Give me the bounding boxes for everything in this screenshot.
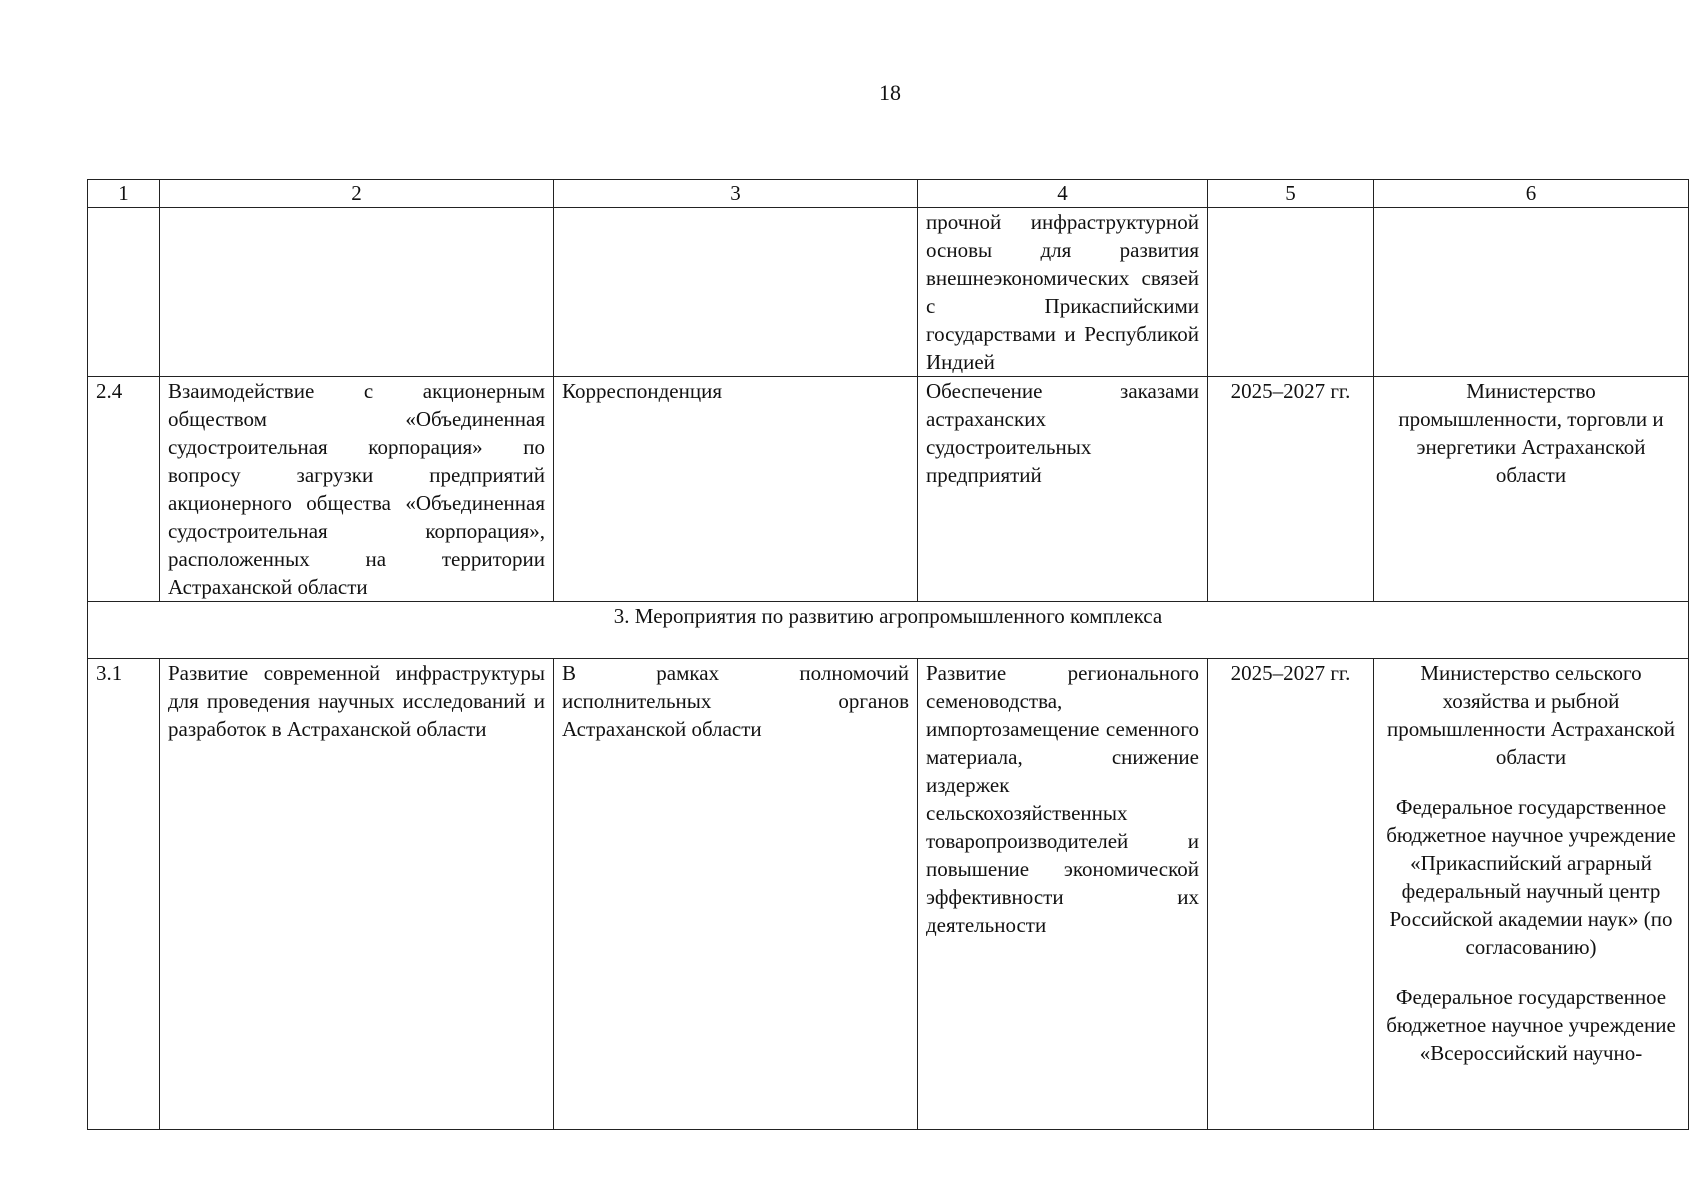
cell-form: Корреспонденция	[554, 377, 918, 602]
table-row-2-4	[88, 377, 1689, 602]
column-header-5: 5	[1208, 180, 1374, 208]
cell-measure: Взаимодействие с акционерным обществом «Объединенная судостроительная корпорация» по вопросу загрузки предприятий акционерного общества «Объединенная судостроительная корпорация», расположенных на территории Астраханской области	[160, 377, 554, 602]
cell-responsible: Министерство промышленности, торговли и энергетики Астраханской области	[1374, 377, 1689, 602]
responsible-paragraph: Федеральное государственное бюджетное научное учреждение «Всероссийский научно-	[1386, 985, 1676, 1065]
responsible-paragraph: Федеральное государственное бюджетное научное учреждение «Прикаспийский аграрный федеральный научный центр Российской академии наук» (по согласованию)	[1386, 795, 1676, 959]
cell-measure	[160, 208, 554, 377]
cell-result: прочной инфраструктурной основы для развития внешнеэкономических связей с Прикаспийскими государствами и Республикой Индией	[918, 208, 1208, 377]
column-header-6: 6	[1374, 180, 1689, 208]
table-row-3-1	[88, 659, 1689, 1130]
cell-result: Обеспечение заказами астраханских судостроительных предприятий	[918, 377, 1208, 602]
section-heading-row	[88, 602, 1689, 659]
cell-period: 2025–2027 гг.	[1208, 659, 1374, 1130]
table-row-continuation	[88, 208, 1689, 377]
cell-responsible	[1374, 208, 1689, 377]
cell-period: 2025–2027 гг.	[1208, 377, 1374, 602]
cell-result: Развитие регионального семеноводства, импортозамещение семенного материала, снижение издержек сельскохозяйственных товаропроизводителей и повышение экономической эффективности их деятельности	[918, 659, 1208, 1130]
cell-number: 2.4	[88, 377, 160, 602]
cell-form: В рамках полномочий исполнительных органов Астраханской области	[554, 659, 918, 1130]
column-header-3: 3	[554, 180, 918, 208]
cell-number	[88, 208, 160, 377]
page-number: 18	[879, 80, 901, 105]
cell-form	[554, 208, 918, 377]
responsible-paragraph: Министерство сельского хозяйства и рыбной промышленности Астраханской области	[1387, 661, 1675, 769]
cell-measure: Развитие современной инфраструктуры для проведения научных исследований и разработок в Астраханской области	[160, 659, 554, 1130]
measures-table	[87, 179, 1689, 1130]
cell-period	[1208, 208, 1374, 377]
cell-responsible	[1374, 659, 1689, 1130]
cell-number: 3.1	[88, 659, 160, 1130]
table-header-row	[88, 180, 1689, 208]
column-header-4: 4	[918, 180, 1208, 208]
section-heading: 3. Мероприятия по развитию агропромышленного комплекса	[88, 602, 1689, 659]
column-header-1: 1	[88, 180, 160, 208]
column-header-2: 2	[160, 180, 554, 208]
